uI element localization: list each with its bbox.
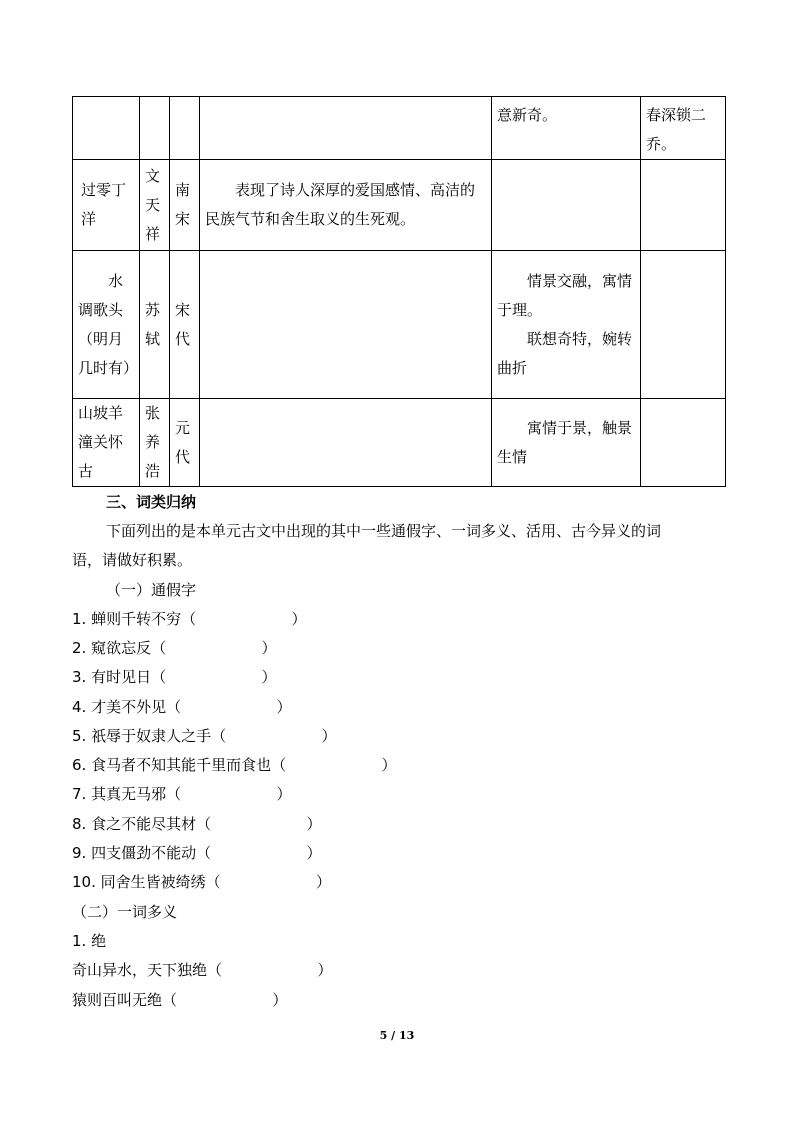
cell-theme bbox=[200, 399, 492, 487]
list-item: 奇山异水，天下独绝（ ） bbox=[72, 961, 333, 979]
list-item: 9. 四支僵劲不能动（ ） bbox=[72, 844, 322, 862]
cell-note bbox=[641, 160, 726, 251]
table-row bbox=[73, 97, 726, 160]
cell-art: 意新奇。 bbox=[492, 97, 641, 160]
section-heading: 三、词类归纳 bbox=[106, 493, 197, 511]
intro-text: 语，请做好积累。 bbox=[72, 551, 193, 569]
cell-theme bbox=[200, 97, 492, 160]
list-item: 1. 蝉则千转不穷（ ） bbox=[72, 610, 307, 628]
list-item: 7. 其真无马邪（ ） bbox=[72, 785, 292, 803]
list-item: 4. 才美不外见（ ） bbox=[72, 698, 292, 716]
list-item: 8. 食之不能尽其材（ ） bbox=[72, 815, 322, 833]
cell-author bbox=[140, 97, 170, 160]
table-row bbox=[73, 251, 726, 399]
list-item: 2. 窥欲忘反（ ） bbox=[72, 639, 277, 657]
cell-dynasty: 宋代 bbox=[170, 251, 200, 399]
cell-title: 过零丁洋 bbox=[73, 160, 140, 251]
cell-note bbox=[641, 399, 726, 487]
cell-dynasty bbox=[170, 97, 200, 160]
cell-author: 张养浩 bbox=[140, 399, 170, 487]
subsection-heading: （一）通假字 bbox=[106, 581, 197, 599]
cell-title: 水调歌头（明月几时有） bbox=[73, 251, 140, 399]
cell-dynasty: 元代 bbox=[170, 399, 200, 487]
cell-dynasty: 南宋 bbox=[170, 160, 200, 251]
list-item: 1. 绝 bbox=[72, 932, 107, 950]
cell-note: 春深锁二乔。 bbox=[641, 97, 726, 160]
cell-author: 文天祥 bbox=[140, 160, 170, 251]
cell-art bbox=[492, 160, 641, 251]
cell-art bbox=[492, 251, 641, 399]
cell-art: 寓情于景，触景生情 bbox=[492, 399, 641, 487]
cell-note bbox=[641, 251, 726, 399]
subsection-heading: （二）一词多义 bbox=[72, 903, 178, 921]
table-row bbox=[73, 399, 726, 487]
cell-title: 山坡羊潼关怀古 bbox=[73, 399, 140, 487]
art-line: 情景交融，寓情于理。 bbox=[497, 271, 633, 319]
list-item: 3. 有时见日（ ） bbox=[72, 668, 277, 686]
intro-text: 下面列出的是本单元古文中出现的其中一些通假字、一词多义、活用、古今异义的词 bbox=[106, 522, 662, 540]
cell-theme bbox=[200, 251, 492, 399]
cell-theme: 表现了诗人深厚的爱国感情、高洁的民族气节和舍生取义的生死观。 bbox=[200, 160, 492, 251]
poem-table bbox=[72, 96, 726, 487]
page-number: 5 / 13 bbox=[379, 1029, 415, 1042]
art-line: 联想奇特，婉转曲折 bbox=[497, 329, 633, 377]
cell-title bbox=[73, 97, 140, 160]
list-item: 10. 同舍生皆被绮绣（ ） bbox=[72, 873, 331, 891]
cell-author: 苏轼 bbox=[140, 251, 170, 399]
table-row bbox=[73, 160, 726, 251]
list-item: 6. 食马者不知其能千里而食也（ ） bbox=[72, 756, 397, 774]
list-item: 5. 祇辱于奴隶人之手（ ） bbox=[72, 727, 337, 745]
list-item: 猿则百叫无绝（ ） bbox=[72, 991, 288, 1009]
